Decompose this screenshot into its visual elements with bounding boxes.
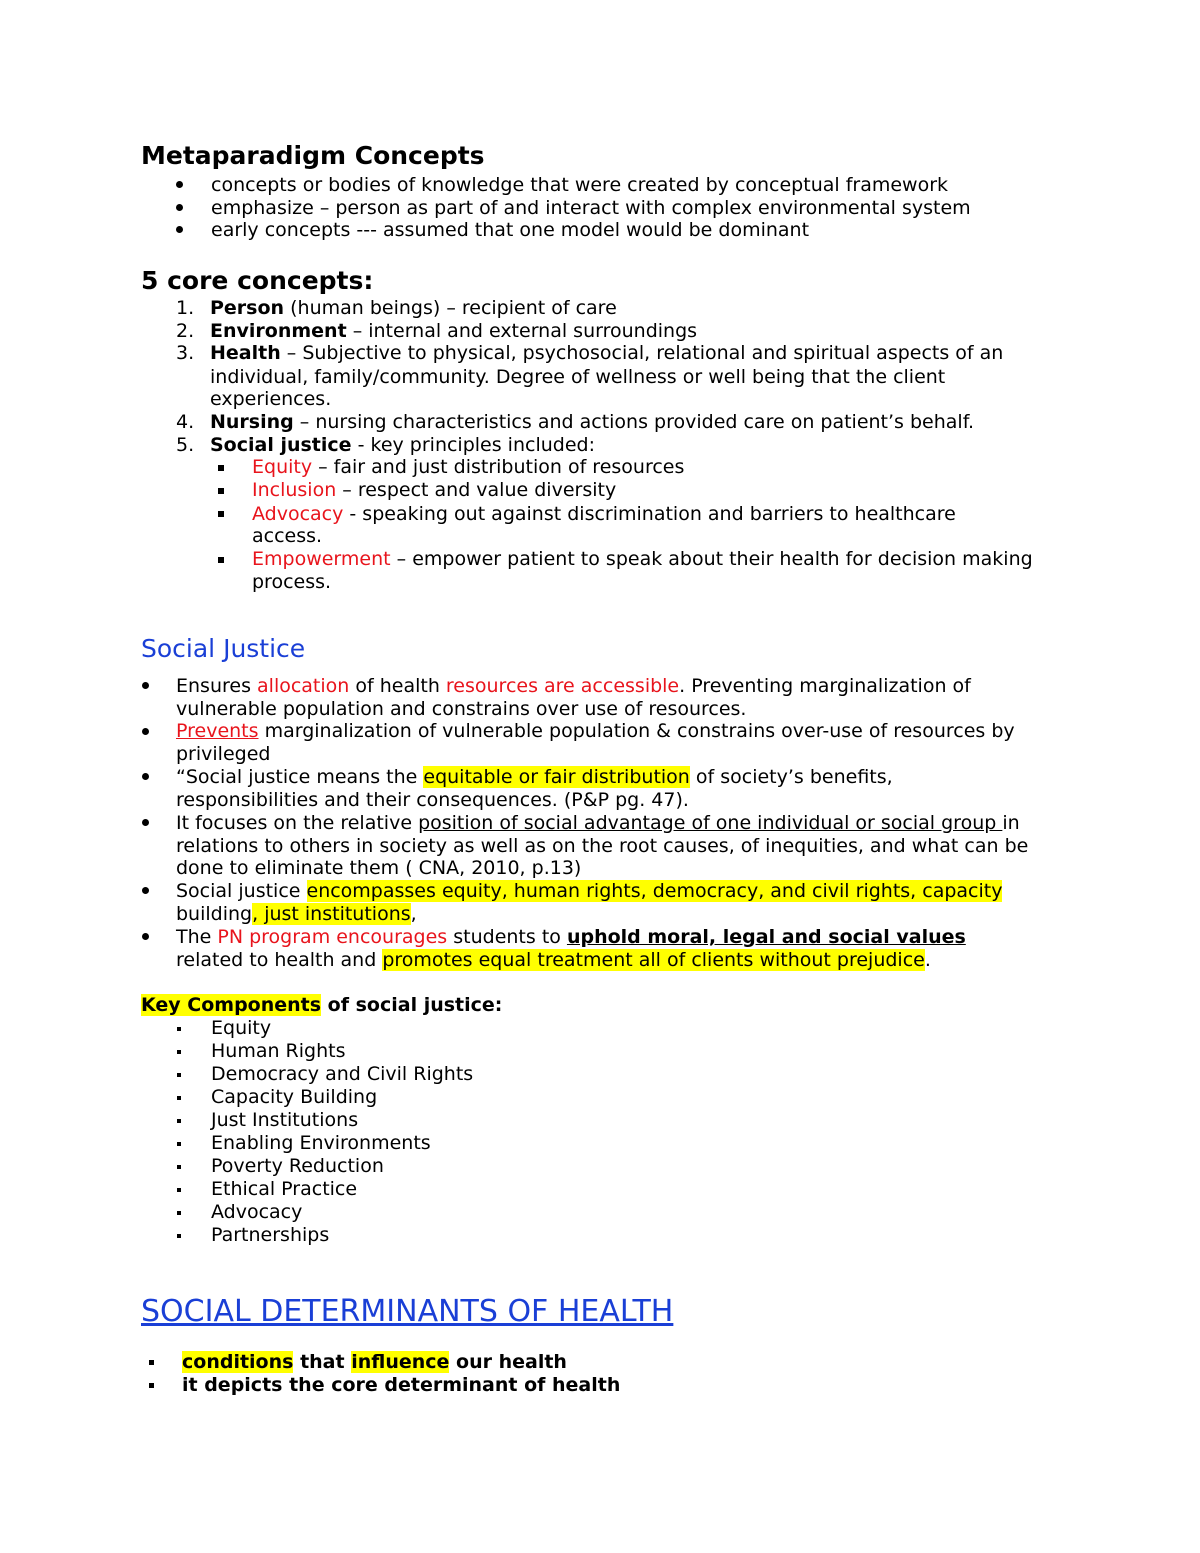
list-item-continuation: relations to others in society as well as on the root causes, of inequities, and what can be <box>176 835 1029 857</box>
text-run: , <box>410 903 417 925</box>
square-bullet-icon <box>218 557 224 563</box>
text-run-red: allocation <box>257 675 350 697</box>
numbered-item <box>176 297 617 320</box>
principle-item <box>252 503 956 526</box>
list-item-continuation: done to eliminate them ( CNA, 2010, p.13) <box>176 857 582 879</box>
bullet-icon <box>142 933 149 940</box>
square-bullet-icon <box>218 511 224 517</box>
heading-social-justice: Social Justice <box>141 634 306 663</box>
text-run: Ensures <box>176 675 258 697</box>
numbered-item <box>176 411 975 434</box>
list-item: early concepts --- assumed that one model would be dominant <box>211 219 810 241</box>
item-term: Health <box>210 342 281 364</box>
list-item-continuation: responsibilities and their consequences. (P&P pg. 47). <box>176 789 689 811</box>
list-item <box>176 720 1015 743</box>
list-item: Equity <box>211 1017 272 1039</box>
list-item-continuation <box>176 903 417 926</box>
principle-item <box>252 479 616 502</box>
principle-term: Inclusion <box>252 479 337 501</box>
list-item: concepts or bodies of knowledge that were created by conceptual framework <box>211 174 949 196</box>
text-run-red: resources are accessible <box>445 675 680 697</box>
item-text: – internal and external surroundings <box>346 320 698 342</box>
text-run-bold-underline: uphold moral, legal and social values <box>566 926 966 948</box>
list-item: Ethical Practice <box>211 1178 358 1200</box>
numbered-item <box>176 434 595 457</box>
list-item: Just Institutions <box>211 1109 359 1131</box>
list-item-continuation: vulnerable population and constrains over use of resources. <box>176 698 747 720</box>
list-item: Partnerships <box>211 1224 330 1246</box>
text-run-highlight: , just institutions <box>252 903 411 925</box>
bullet-icon <box>142 728 149 735</box>
text-run: . Preventing marginalization of <box>679 675 971 697</box>
text-run: marginalization of vulnerable population & constrains over-use of resources by <box>258 720 1015 742</box>
text-run-red: PN program encourages <box>217 926 448 948</box>
small-bullet-icon <box>149 1383 154 1388</box>
item-term: Environment <box>210 320 347 342</box>
text-run: of society’s benefits, <box>689 766 893 788</box>
list-item <box>176 880 1002 903</box>
text-run-highlight: influence <box>351 1351 450 1373</box>
small-bullet-icon <box>177 1050 181 1054</box>
list-item: Poverty Reduction <box>211 1155 384 1177</box>
principle-term: Equity <box>252 456 313 478</box>
bullet-icon <box>176 181 183 188</box>
list-item <box>176 926 966 949</box>
item-term: Nursing <box>210 411 294 433</box>
text-run-highlight: equitable or fair distribution <box>423 766 690 788</box>
principle-text: – respect and value diversity <box>336 479 617 501</box>
item-text: - key principles included: <box>351 434 595 456</box>
small-bullet-icon <box>177 1119 181 1123</box>
small-bullet-icon <box>177 1234 181 1238</box>
text-run: that <box>293 1351 352 1373</box>
text-run: Social justice <box>176 880 307 902</box>
text-run: related to health and <box>176 949 383 971</box>
item-text: – Subjective to physical, psychosocial, relational and spiritual aspects of an <box>280 342 1004 364</box>
principle-continuation: process. <box>252 571 332 593</box>
text-run: It focuses on the relative <box>176 812 419 834</box>
square-bullet-icon <box>218 465 224 471</box>
list-item <box>176 812 1020 835</box>
text-run-underline: position of social advantage of one individual or social group <box>418 812 1003 834</box>
text-run: . <box>924 949 931 971</box>
list-item: emphasize – person as part of and interact with complex environmental system <box>211 197 971 219</box>
item-number: 1. <box>176 297 195 319</box>
text-run: “Social justice means the <box>176 766 424 788</box>
numbered-item <box>176 320 698 343</box>
heading-metaparadigm: Metaparadigm Concepts <box>141 141 485 170</box>
bullet-icon <box>142 773 149 780</box>
principle-text: – empower patient to speak about their health for decision making <box>390 548 1033 570</box>
principle-term: Advocacy <box>252 503 344 525</box>
item-text: (human beings) – recipient of care <box>284 297 617 319</box>
list-item: Democracy and Civil Rights <box>211 1063 474 1085</box>
list-item: it depicts the core determinant of health <box>182 1374 621 1396</box>
principle-term: Empowerment <box>252 548 391 570</box>
list-item: Human Rights <box>211 1040 346 1062</box>
item-number: 3. <box>176 342 195 364</box>
square-bullet-icon <box>218 488 224 494</box>
text-run: students to <box>447 926 567 948</box>
bullet-icon <box>176 204 183 211</box>
text-run: our health <box>449 1351 567 1373</box>
key-components-heading <box>141 994 502 1017</box>
small-bullet-icon <box>177 1142 181 1146</box>
small-bullet-icon <box>177 1211 181 1215</box>
text-run-highlight: Key Components <box>141 994 322 1016</box>
item-number: 4. <box>176 411 195 433</box>
list-item-continuation: privileged <box>176 743 271 765</box>
bullet-icon <box>142 887 149 894</box>
principle-text: - speaking out against discrimination and barriers to healthcare <box>343 503 956 525</box>
small-bullet-icon <box>177 1073 181 1077</box>
text-run-highlight: promotes equal treatment all of clients without prejudice <box>382 949 925 971</box>
text-run: in <box>1002 812 1020 834</box>
item-continuation: individual, family/community. Degree of wellness or well being that the client <box>210 366 946 388</box>
item-term: Person <box>210 297 285 319</box>
text-run: building <box>176 903 253 925</box>
item-text: – nursing characteristics and actions provided care on patient’s behalf. <box>293 411 975 433</box>
list-item: Capacity Building <box>211 1086 378 1108</box>
small-bullet-icon <box>177 1165 181 1169</box>
text-run-highlight: encompasses equity, human rights, democracy, and civil rights, capacity <box>306 880 1003 902</box>
list-item-continuation <box>176 949 931 972</box>
principle-text: – fair and just distribution of resources <box>312 456 685 478</box>
small-bullet-icon <box>177 1188 181 1192</box>
text-run: of social justice: <box>321 994 503 1016</box>
heading-social-determinants: SOCIAL DETERMINANTS OF HEALTH <box>141 1294 674 1329</box>
item-continuation: experiences. <box>210 388 332 410</box>
text-run: of health <box>349 675 446 697</box>
list-item: Advocacy <box>211 1201 303 1223</box>
small-bullet-icon <box>177 1027 181 1031</box>
item-number: 5. <box>176 434 195 456</box>
bullet-icon <box>176 226 183 233</box>
bullet-icon <box>142 819 149 826</box>
text-run: The <box>176 926 218 948</box>
principle-continuation: access. <box>252 525 323 547</box>
list-item <box>176 675 971 698</box>
text-run-highlight: conditions <box>182 1351 294 1373</box>
text-run-red: Prevents <box>176 720 259 742</box>
list-item <box>176 766 893 789</box>
numbered-item <box>176 342 1004 365</box>
item-term: Social justice <box>210 434 352 456</box>
list-item: Enabling Environments <box>211 1132 431 1154</box>
small-bullet-icon <box>149 1360 154 1365</box>
principle-item <box>252 456 684 479</box>
bullet-icon <box>142 682 149 689</box>
small-bullet-icon <box>177 1096 181 1100</box>
item-number: 2. <box>176 320 195 342</box>
list-item <box>182 1351 567 1374</box>
principle-item <box>252 548 1033 571</box>
heading-core-concepts: 5 core concepts: <box>141 266 374 295</box>
